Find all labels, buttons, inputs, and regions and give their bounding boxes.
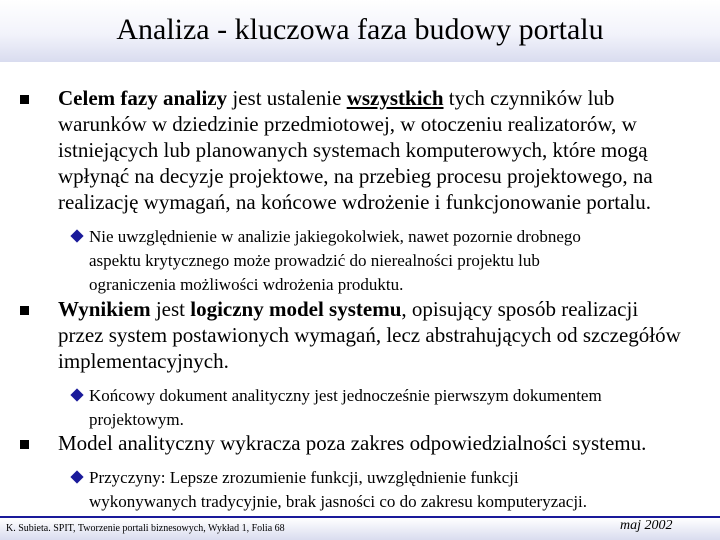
- text-run: Wynikiem: [58, 297, 151, 321]
- bullet-text-line: [58, 137, 718, 163]
- text-run: , opisujący sposób realizacji: [401, 297, 639, 321]
- bullet-text-line: [58, 189, 718, 215]
- bullet-text-line: [58, 430, 718, 456]
- sub-bullet-text-line: aspektu krytycznego może prowadzić do nierealności projektu lub: [89, 251, 540, 270]
- text-run: istniejących lub planowanych systemach komputerowych, które mogą: [58, 138, 648, 162]
- text-run: wpłynąć na decyzje projektowe, na przebieg procesu projektowego, na: [58, 164, 653, 188]
- slide-title: Analiza - kluczowa faza budowy portalu: [116, 13, 604, 46]
- sub-bullet-text-line: projektowym.: [89, 410, 184, 429]
- bullet-text-line: [58, 348, 718, 374]
- text-run: jest: [150, 297, 191, 321]
- text-run: implementacyjnych.: [58, 349, 229, 373]
- bullet-text-line: [58, 85, 718, 111]
- text-run: tych czynników lub: [443, 86, 615, 110]
- diamond-bullet-icon: [70, 470, 83, 483]
- sub-bullet-text-line: Końcowy dokument analityczny jest jednocześnie pierwszym dokumentem: [89, 386, 602, 405]
- square-bullet-icon: [20, 440, 29, 449]
- bullet-text-line: [58, 322, 718, 348]
- footer-credit: K. Subieta. SPIT, Tworzenie portali biznesowych, Wykład 1, Folia 68: [6, 523, 285, 534]
- text-run: Celem fazy analizy: [58, 86, 228, 110]
- sub-bullet-text-line: wykonywanych tradycyjnie, brak jasności co do zakresu komputeryzacji.: [89, 492, 588, 511]
- text-run: Model analityczny wykracza poza zakres odpowiedzialności systemu.: [58, 431, 647, 455]
- text-run: jest ustalenie: [227, 86, 347, 110]
- diamond-bullet-icon: [70, 229, 83, 242]
- bullet-text-line: [58, 296, 718, 322]
- text-run: przez system postawionych wymagań, lecz abstrahujących od szczegółów: [58, 323, 681, 347]
- footer-date: maj 2002: [620, 518, 673, 533]
- sub-bullet-text-line: Nie uwzględnienie w analizie jakiegokolwiek, nawet pozornie drobnego: [89, 227, 581, 246]
- bullet-text-line: [58, 163, 718, 189]
- text-run: wszystkich: [346, 86, 444, 110]
- sub-bullet-text-line: Przyczyny: Lepsze zrozumienie funkcji, uwzględnienie funkcji: [89, 468, 519, 487]
- text-run: logiczny model systemu: [190, 297, 402, 321]
- sub-bullet-text-line: ograniczenia możliwości wdrożenia produktu.: [89, 275, 404, 294]
- square-bullet-icon: [20, 95, 29, 104]
- diamond-bullet-icon: [70, 388, 83, 401]
- square-bullet-icon: [20, 306, 29, 315]
- bullet-text-line: [58, 111, 718, 137]
- text-run: warunków w dziedzinie przedmiotowej, w otoczeniu realizatorów, w: [58, 112, 637, 136]
- text-run: realizację wymagań, na końcowe wdrożenie i funkcjonowanie portalu.: [58, 190, 652, 214]
